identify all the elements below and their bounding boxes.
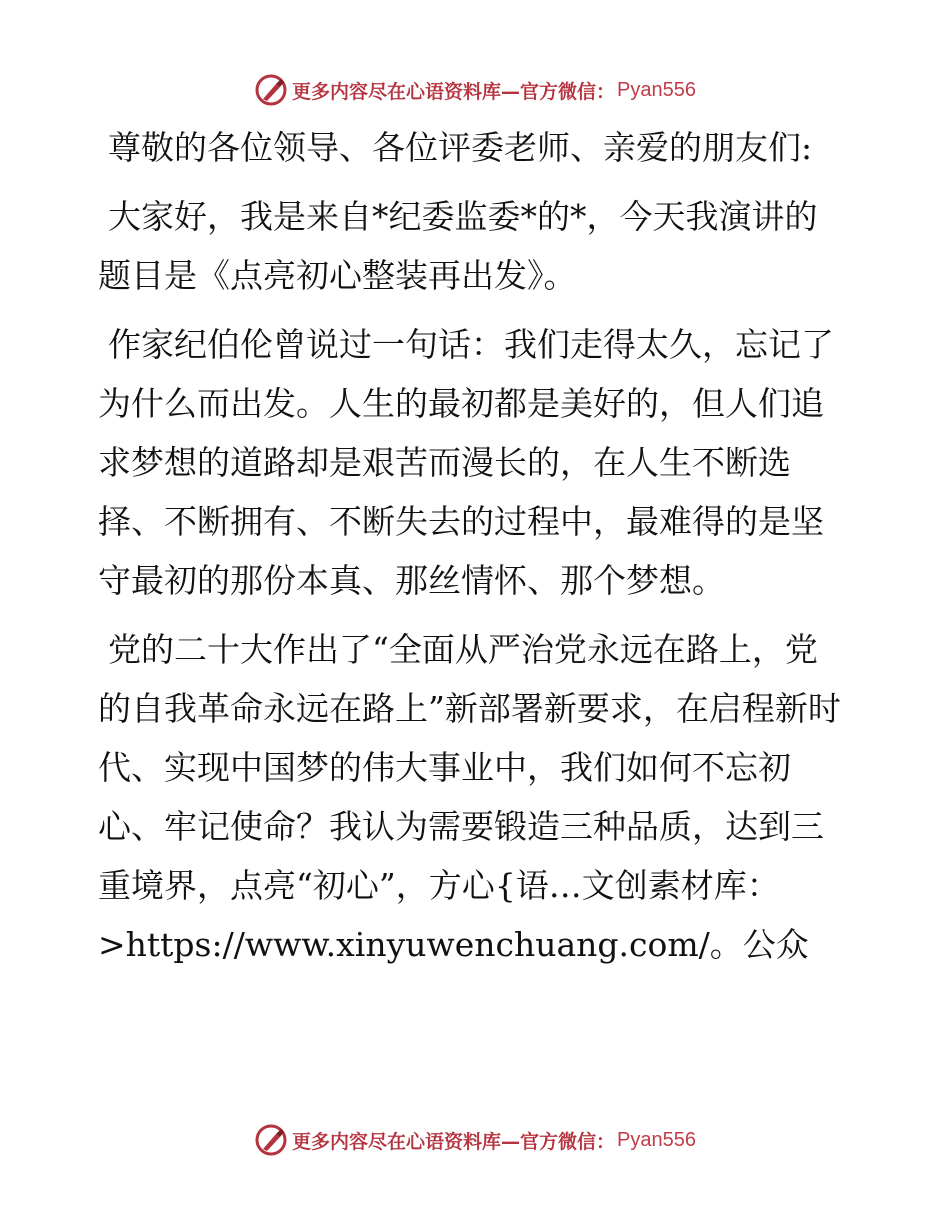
paragraph-greeting: 尊敬的各位领导、各位评委老师、亲爱的朋友们: (108, 128, 813, 167)
footer-banner-text: 更多内容尽在心语资料库—官方微信： (292, 1130, 616, 1153)
paragraph-intro: 大家好，我是来自*纪委监委*的*，今天我演讲的题目是《点亮初心整装再出发》。 (98, 197, 818, 295)
document-body (98, 118, 850, 984)
header-banner-text: 更多内容尽在心语资料库—官方微信： (292, 80, 616, 103)
footer-wechat-id: Pyan556 (617, 1128, 696, 1151)
header-banner (0, 70, 950, 110)
paragraph-quote: 作家纪伯伦曾说过一句话：我们走得太久，忘记了为什么而出发。人生的最初都是美好的，但人们追求梦想的道路却是艰苦而漫长的，在人生不断选择、不断拥有、不断失去的过程中，最难得的是坚守最初的那份本真、那丝情怀、那个梦想。 (98, 325, 834, 600)
pen-logo-icon (254, 1123, 288, 1157)
footer-banner (0, 1120, 950, 1160)
pen-logo-icon (254, 73, 288, 107)
paragraph-party: 党的二十大作出了“全面从严治党永远在路上，党的自我革命永远在路上”新部署新要求，在启程新时代、实现中国梦的伟大事业中，我们如何不忘初心、牢记使命？我认为需要锻造三种品质，达到三重境界，点亮“初心”，方心{语…文创素材库：>https://www.xinyuwenchuang.com/。公众 (98, 630, 841, 964)
header-wechat-id: Pyan556 (617, 78, 696, 101)
